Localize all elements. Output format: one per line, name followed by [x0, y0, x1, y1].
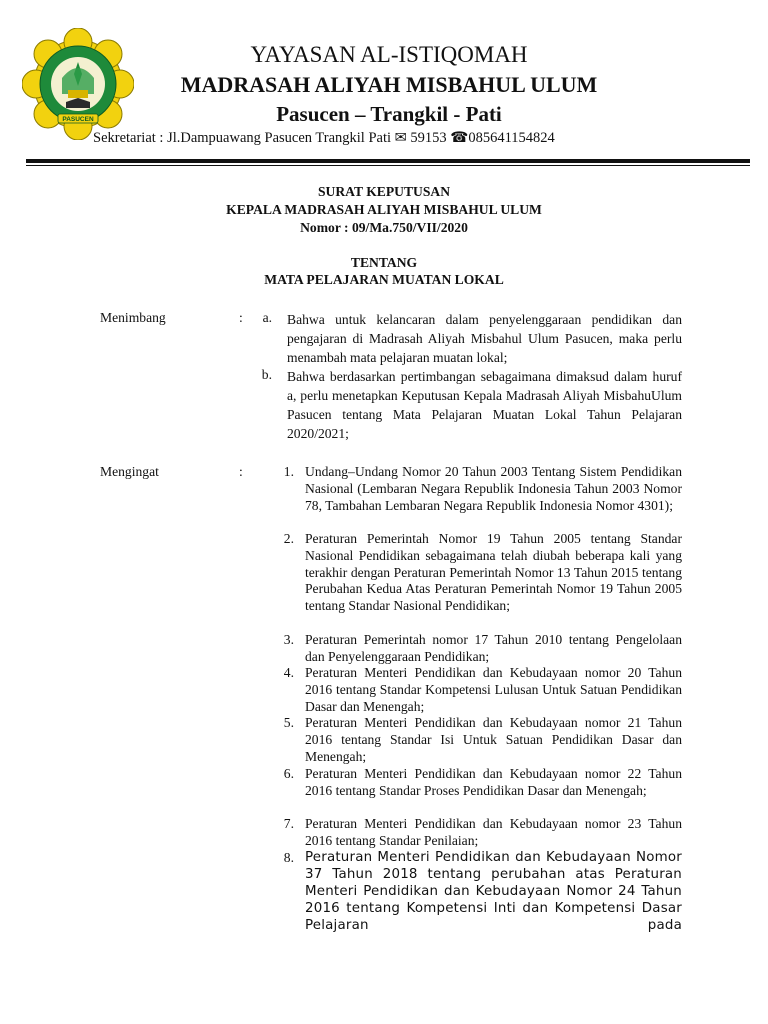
mengingat-colon: :: [239, 464, 243, 479]
mengingat-item-4: Peraturan Menteri Pendidikan dan Kebudayaan nomor 20 Tahun 2016 tentang Standar Kompetensi Lulusan Untuk Satuan Pendidikan Dasar dan Menengah;: [305, 665, 682, 714]
school-location: Pasucen – Trangkil - Pati: [276, 102, 502, 126]
mengingat-marker-2: 2.: [283, 531, 294, 546]
menimbang-marker-b: b.: [261, 367, 272, 382]
header-divider-thick: [26, 159, 750, 163]
mengingat-marker-7: 7.: [283, 816, 294, 831]
school-name: MADRASAH ALIYAH MISBAHUL ULUM: [180, 72, 598, 97]
mengingat-marker-6: 6.: [283, 766, 294, 781]
menimbang-item-b: Bahwa berdasarkan pertimbangan sebagaimana dimaksud dalam huruf a, perlu menetapkan Keputusan Kepala Madrasah Aliyah MisbahuUlum Pasucen tentang Mata Pelajaran Muatan Lokal Tahun Pelajaran 2020/2021;: [287, 369, 682, 441]
header-divider-thin: [26, 165, 750, 166]
logo-caption: PASUCEN: [62, 116, 94, 123]
mengingat-item-7: Peraturan Menteri Pendidikan dan Kebudayaan nomor 23 Tahun 2016 tentang Standar Penilaian;: [305, 816, 682, 848]
mengingat-marker-1: 1.: [283, 464, 294, 479]
decree-number: Nomor : 09/Ma.750/VII/2020: [300, 220, 468, 235]
menimbang-item-a: Bahwa untuk kelancaran dalam penyelenggaraan pendidikan dan pengajaran di Madrasah Aliyah Misbahul Ulum Pasucen, maka perlu menambah mata pelajaran muatan lokal;: [287, 312, 682, 365]
foundation-name: YAYASAN AL-ISTIQOMAH: [250, 42, 528, 67]
mengingat-marker-3: 3.: [283, 632, 294, 647]
mengingat-item-5: Peraturan Menteri Pendidikan dan Kebudayaan nomor 21 Tahun 2016 tentang Standar Isi Untuk Satuan Pendidikan Dasar dan Menengah;: [305, 715, 682, 764]
decree-subject: MATA PELAJARAN MUATAN LOKAL: [264, 272, 504, 287]
mengingat-marker-4: 4.: [283, 665, 294, 680]
mengingat-item-8: Peraturan Menteri Pendidikan dan Kebudayaan Nomor 37 Tahun 2018 tentang perubahan atas Peraturan Menteri Pendidikan dan Kebudayaan Nomor 24 Tahun 2016 tentang Kompetensi Inti dan Kompetensi Dasar Pelajaran pada: [305, 850, 682, 933]
mengingat-marker-5: 5.: [283, 715, 294, 730]
menimbang-label: Menimbang: [100, 310, 166, 325]
secretariat-address: Sekretariat : Jl.Dampuawang Pasucen Trangkil Pati ✉ 59153 ☎085641154824: [93, 130, 555, 146]
about-label: TENTANG: [350, 255, 418, 270]
mengingat-item-6: Peraturan Menteri Pendidikan dan Kebudayaan nomor 22 Tahun 2016 tentang Standar Proses Pendidikan Dasar dan Menengah;: [305, 766, 682, 798]
mengingat-item-1: Undang–Undang Nomor 20 Tahun 2003 Tentang Sistem Pendidikan Nasional (Lembaran Negara Republik Indonesia Tahun 2003 Nomor 78, Tambahan Lembaran Negara Republik Indonesia Nomor 4301);: [305, 464, 682, 513]
mengingat-marker-8: 8.: [283, 850, 294, 865]
menimbang-colon: :: [239, 310, 243, 325]
mengingat-item-3: Peraturan Pemerintah nomor 17 Tahun 2010 tentang Pengelolaan dan Penyelenggaraan Pendidikan;: [305, 632, 682, 664]
decree-issuer: KEPALA MADRASAH ALIYAH MISBAHUL ULUM: [226, 202, 542, 217]
menimbang-marker-a: a.: [262, 310, 272, 325]
mengingat-item-2: Peraturan Pemerintah Nomor 19 Tahun 2005 tentang Standar Nasional Pendidikan sebagaimana telah diubah beberapa kali yang terakhir dengan Peraturan Pemerintah Nomor 13 Tahun 2015 tentang Perubahan Kedua Atas Peraturan Pemerintah Nomor 19 Tahun 2005 tentang Standar Nasional Pendidikan;: [305, 531, 682, 614]
mengingat-label: Mengingat: [100, 464, 159, 479]
decree-type: SURAT KEPUTUSAN: [317, 184, 451, 199]
